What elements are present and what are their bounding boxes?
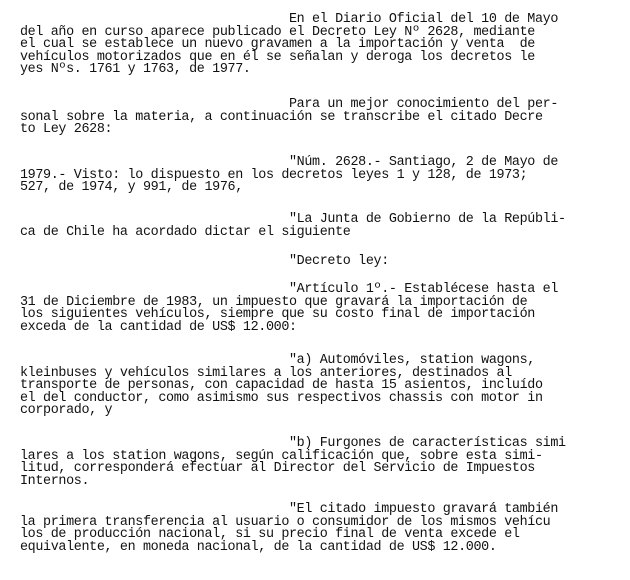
text-line: equivalente, en moneda nacional, de la cantidad de US$ 12.000. [20,539,497,555]
text-line: sonal sobre la materia, a continuación se transcribe el citado Decre [20,109,543,125]
text-line: yes Nºs. 1761 y 1763, de 1977. [20,62,251,77]
paragraph-decree-header [20,157,620,195]
paragraph-item-a [20,355,620,418]
text-line: 31 de Diciembre de 1983, un impuesto que gravará la importación de [20,294,528,310]
paragraph-article-1 [20,284,620,334]
paragraph-decree-publication [20,14,620,77]
text-line: kleinbuses y vehículos similares a los anteriores, destinados al [20,365,512,381]
text-line: ca de Chile ha acordado dictar el siguiente [20,224,351,240]
text-line: to Ley 2628: [20,122,113,137]
text-line: la primera transferencia al usuario o consumidor de los mismos vehícu [20,514,551,530]
text-line: "Núm. 2628.- Santiago, 2 de Mayo de [20,155,558,170]
paragraph-tax-transfer [20,504,620,554]
text-line: Internos. [20,473,90,489]
text-line: vehículos motorizados que en él se señalan y deroga los decretos le [20,49,535,65]
text-line: los siguientes vehículos, siempre que su costo final de importación [20,307,535,322]
text-line: "b) Furgones de características simi [20,436,566,451]
text-line: "Decreto ley: [20,254,389,269]
text-line: "El citado impuesto gravará también [20,502,558,517]
paragraph-transcription-intro [20,99,620,137]
text-line: corporado, y [20,403,113,418]
text-line: "a) Automóviles, station wagons, [20,353,535,368]
text-line: Para un mejor conocimiento del per- [20,97,558,112]
text-line: exceda de la cantidad de US$ 12.000: [20,319,297,335]
text-line: el cual se establece un nuevo gravamen a la importación y venta de [20,37,535,52]
text-line: los de producción nacional, si su precio final de venta excede el [20,527,520,542]
text-line: litud, corresponderá efectuar al Director del Servicio de Impuestos [20,461,535,476]
text-line: "La Junta de Gobierno de la Repúbli- [20,212,566,227]
paragraph-item-b [20,438,620,488]
text-line: el del conductor, como asimismo sus respectivos chassis con motor in [20,390,543,406]
paragraph-junta [20,214,620,239]
text-line: transporte de personas, con capacidad de hasta 15 asientos, incluído [20,378,543,393]
text-line: En el Diario Oficial del 10 de Mayo [20,12,558,27]
text-line: 527, de 1974, y 991, de 1976, [20,180,243,195]
text-line: lares a los station wagons, según calificación que, sobre esta simi- [20,448,543,464]
text-line: 1979.- Visto: lo dispuesto en los decretos leyes 1 y 128, de 1973; [20,167,528,183]
text-line: del año en curso aparece publicado el Decreto Ley Nº 2628, mediante [20,24,535,40]
text-line: "Artículo 1º.- Establécese hasta el [20,282,558,297]
paragraph-decreto-ley-heading [20,256,620,269]
